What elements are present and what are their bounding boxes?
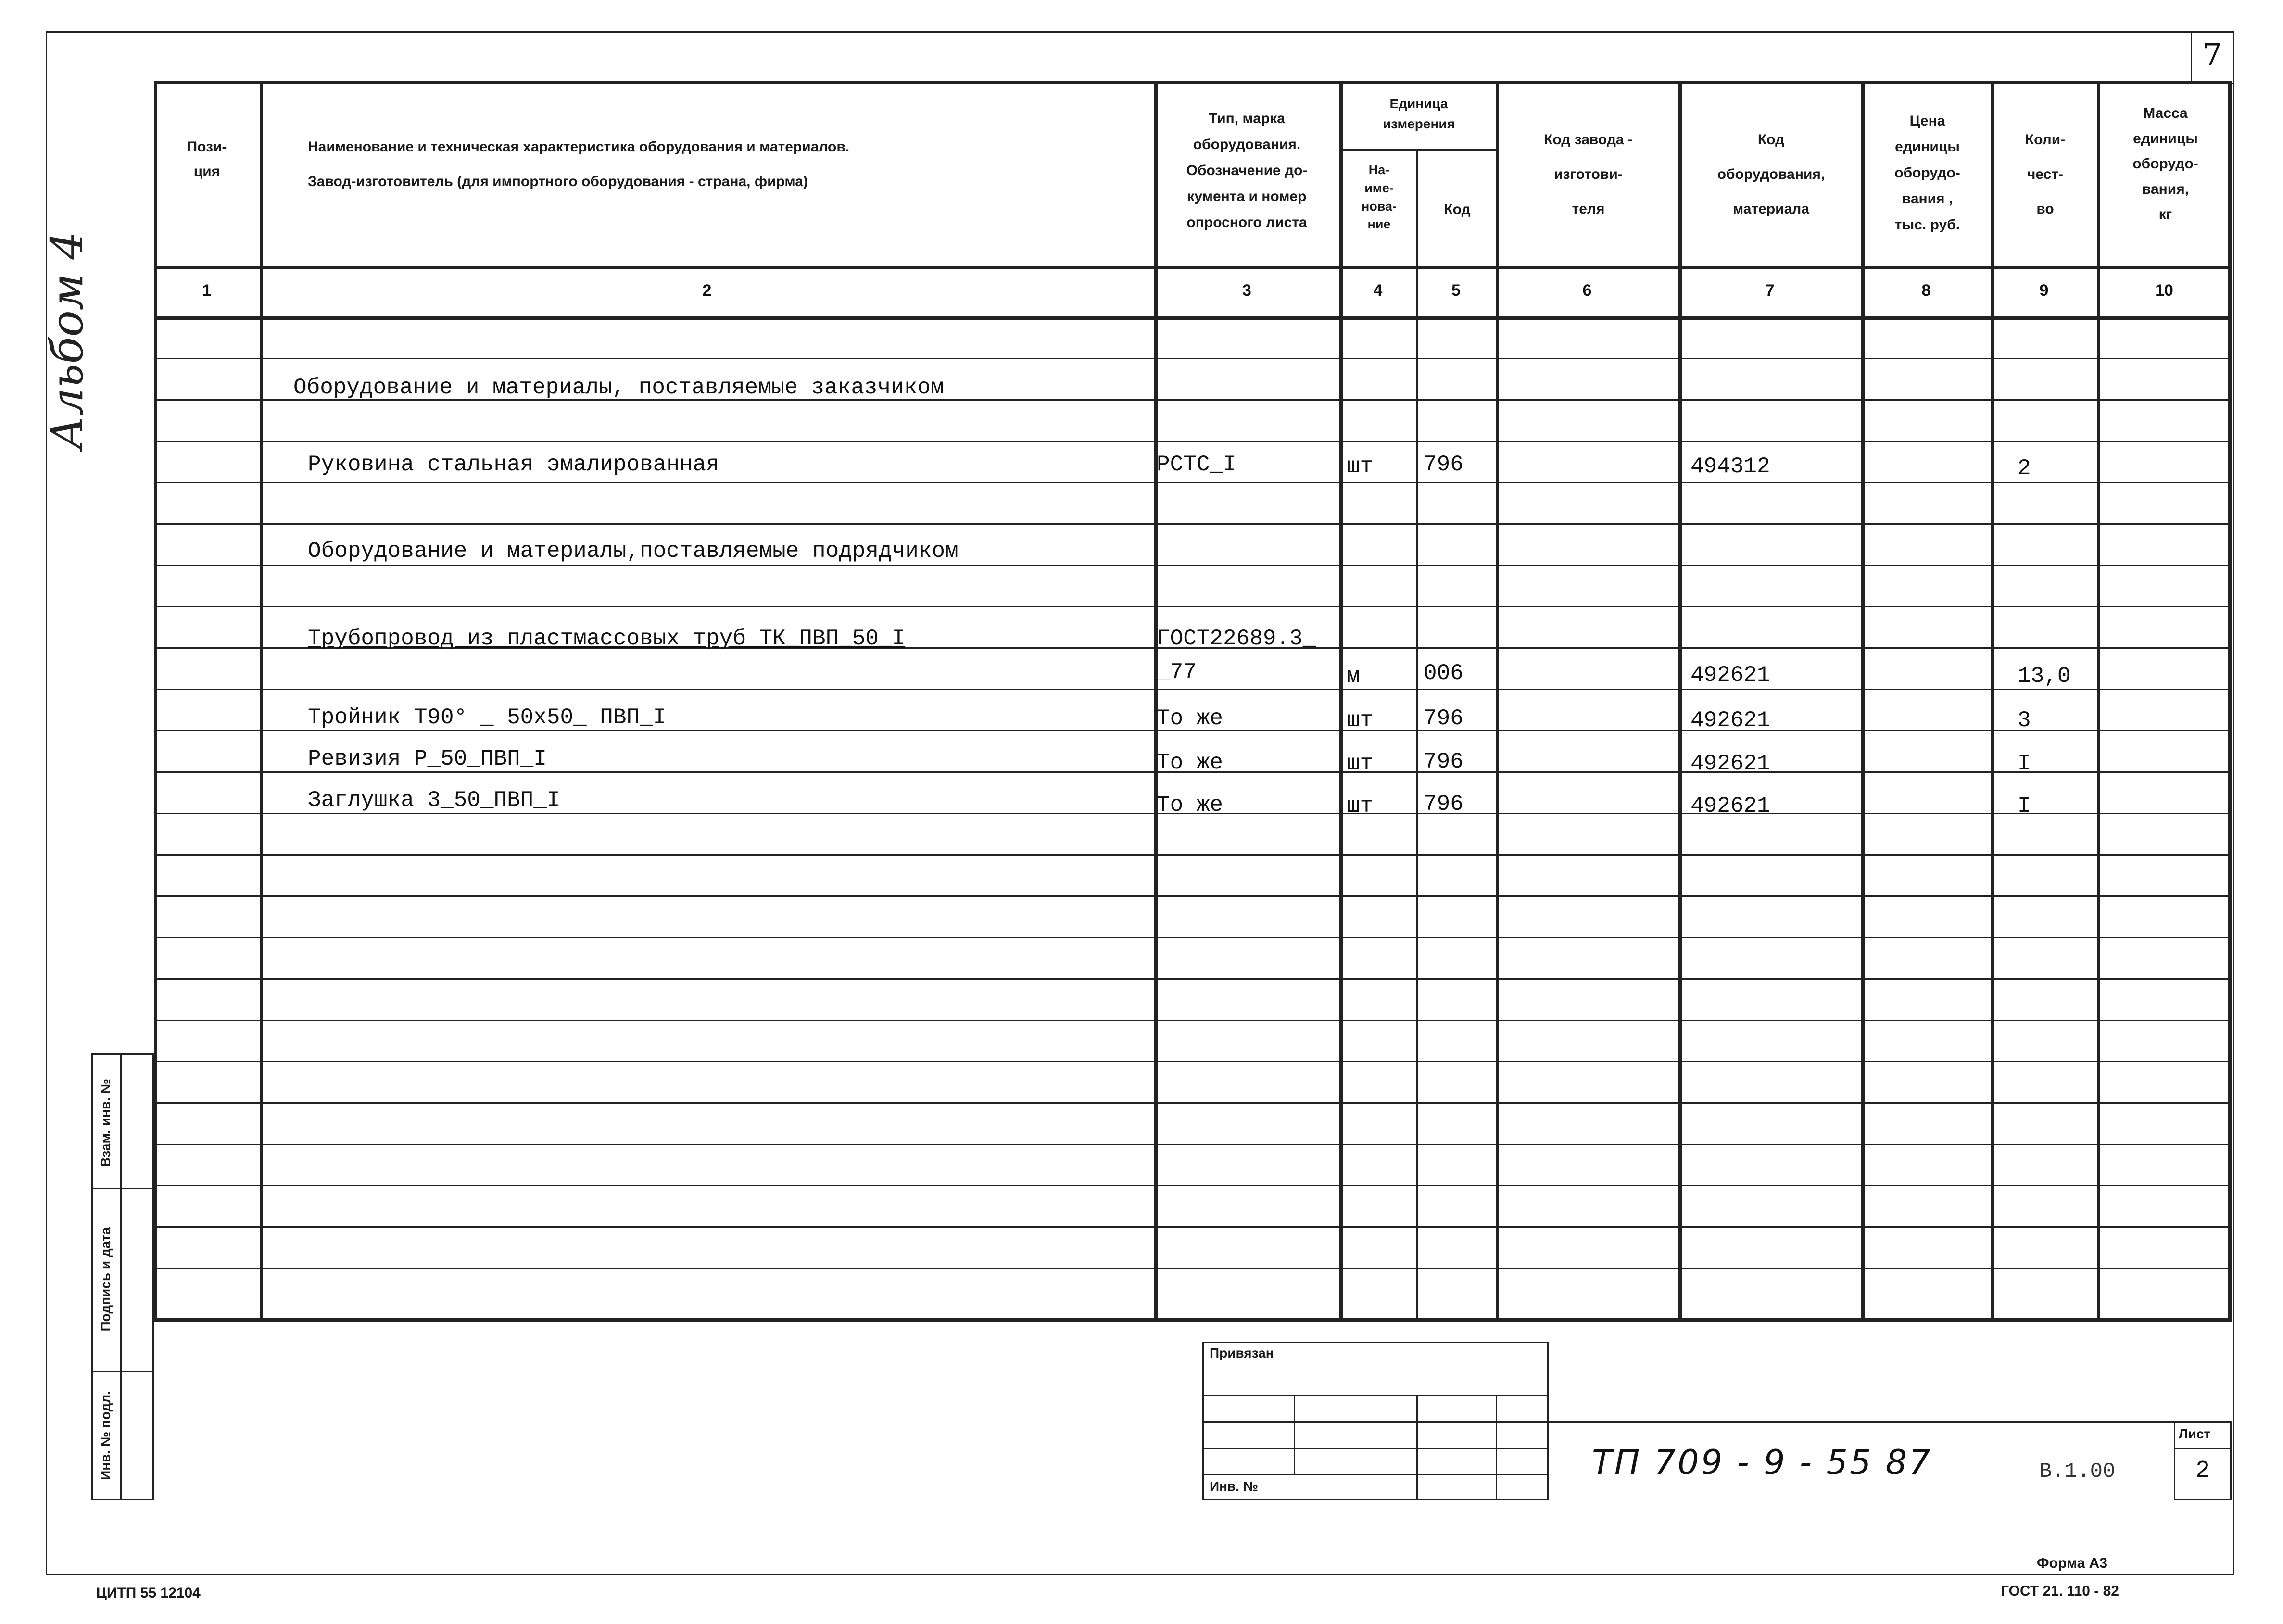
header-col1: Пози- ция [187,139,227,179]
row-line [154,1144,2232,1145]
colnum-10: 10 [2155,281,2173,300]
colnum-4: 4 [1373,281,1383,300]
title-block-inv-label: Инв. № [1210,1479,1259,1494]
row-line [154,565,2232,566]
row-line [154,895,2232,897]
colnum-bottom-line [154,316,2232,320]
row-line [154,606,2232,607]
table-cell-type: То же [1157,750,1223,775]
header-col8: Цена единицы оборудо- вания , тыс. руб. [1894,113,1960,233]
table-cell-code: 796 [1424,706,1463,731]
col-line-5 [1496,81,1499,1322]
col-line-7 [1861,81,1865,1322]
side-stamp-divider [120,1053,122,1500]
colnum-7: 7 [1765,281,1775,300]
row-line [154,1185,2232,1186]
colnum-9: 9 [2039,281,2049,300]
header-col7: Код оборудования, материала [1717,132,1825,217]
table-cell-name: Заглушка 3_50_ПВП_I [308,788,560,813]
row-line [154,1020,2232,1021]
table-cell-type: То же [1157,706,1223,731]
table-cell-type: ГОСТ22689.3_ [1157,626,1316,651]
title-block-sheet-line [2174,1448,2232,1449]
title-block-doc-line [1549,1421,2232,1423]
colnum-1: 1 [202,281,212,300]
table-cell-type: РСТС_I [1157,452,1236,477]
table-cell-qty: I [2018,751,2031,776]
col-line-6 [1678,81,1682,1322]
table-cell-material-code: 494312 [1690,454,1770,479]
row-line [154,937,2232,938]
header-col3: Тип, марка оборудования. Обозначение до- кумента и номер опросного листа [1186,111,1308,230]
table-cell-material-code: 492621 [1690,793,1770,818]
table-cell-type: _77 [1157,660,1197,685]
header-col4: На- име- нова- ние [1361,163,1397,232]
header-unit-group: Единица измерения [1383,96,1455,131]
row-line [154,689,2232,690]
table-cell-unit: м [1347,664,1360,689]
table-cell-name: Ревизия Р_50_ПВП_I [308,746,547,771]
row-line [154,441,2232,442]
table-cell-type: То же [1157,793,1223,818]
row-line [154,854,2232,856]
row-line [154,358,2232,359]
row-line [154,1268,2232,1269]
col-line-1 [260,81,263,1322]
colnum-5: 5 [1451,281,1461,300]
table-cell-code: 006 [1424,661,1463,686]
col-line-2 [1154,81,1158,1322]
row-line [154,482,2232,483]
table-cell-material-code: 492621 [1690,663,1770,688]
table-cell-unit: шт [1347,751,1374,776]
colnum-6: 6 [1582,281,1592,300]
row-line [154,1226,2232,1228]
album-note: Альбом 4 [41,231,93,450]
table-cell-material-code: 492621 [1690,751,1770,776]
title-block-vline [1496,1395,1497,1500]
table-cell-unit: шт [1347,708,1374,733]
table-cell-qty: 13,0 [2018,664,2071,689]
page-number: 7 [2202,38,2222,73]
table-cell-code: 796 [1424,792,1463,817]
title-block-vline [1294,1395,1295,1474]
table-cell-name: Тройник Т90° _ 50х50_ ПВП_I [308,705,667,730]
header-col10: Масса единицы оборудо- вания, кг [2132,105,2198,222]
table-cell-unit: шт [1347,454,1374,479]
table-cell-qty: 2 [2018,456,2031,481]
table-row-section-title: Оборудование и материалы,поставляемые подрядчиком [308,539,959,564]
table-cell-material-code: 492621 [1690,708,1770,733]
title-block-binding-label: Привязан [1210,1346,1274,1360]
header-col5: Код [1444,201,1471,217]
colnum-2: 2 [702,281,712,300]
footer-form: Форма А3 [2037,1555,2108,1571]
col-line-9 [2097,81,2100,1322]
side-stamp-inv-replace: Взам. инв. № [98,1079,113,1167]
table-cell-name: Трубопровод из пластмассовых труб ТК_ПВП_50_I [308,626,906,651]
header-col2: Наименование и техническая характеристика оборудования и материалов. Завод-изготовитель (для импортного оборудования - страна, фирма) [308,139,850,189]
colnum-3: 3 [1242,281,1251,300]
table-row-section-title: Оборудование и материалы, поставляемые заказчиком [293,375,944,400]
table-cell-name: Руковина стальная эмалированная [308,452,719,477]
table-cell-qty: I [2018,793,2031,818]
footer-left-code: ЦИТП 55 12104 [96,1585,201,1601]
table-cell-code: 796 [1424,452,1463,477]
table-cell-qty: 3 [2018,708,2031,733]
title-block-vline [1416,1395,1418,1500]
document-code: ТП 709 - 9 - 55 87 [1592,1443,1932,1482]
col-line-4 [1416,149,1418,1322]
footer-gost: ГОСТ 21. 110 - 82 [2001,1583,2119,1599]
side-stamp-inv-original: Инв. № подл. [98,1391,113,1480]
table-cell-code: 796 [1424,749,1463,774]
header-bottom-line [154,266,2232,269]
table-cell-unit: шт [1347,793,1374,818]
col-line-8 [1991,81,1994,1322]
row-line [154,978,2232,980]
col-line-3 [1339,81,1343,1322]
row-line [154,523,2232,525]
side-stamp-signature-date: Подпись и дата [98,1227,113,1332]
row-line [154,1061,2232,1062]
header-col6: Код завода - изготови- теля [1544,132,1633,217]
sheet-code: В.1.00 [2039,1460,2116,1484]
sheet-label: Лист [2179,1426,2211,1441]
row-line [154,1102,2232,1104]
colnum-8: 8 [1921,281,1931,300]
header-col9: Коли- чест- во [2025,132,2066,217]
sheet-number: 2 [2195,1457,2210,1485]
